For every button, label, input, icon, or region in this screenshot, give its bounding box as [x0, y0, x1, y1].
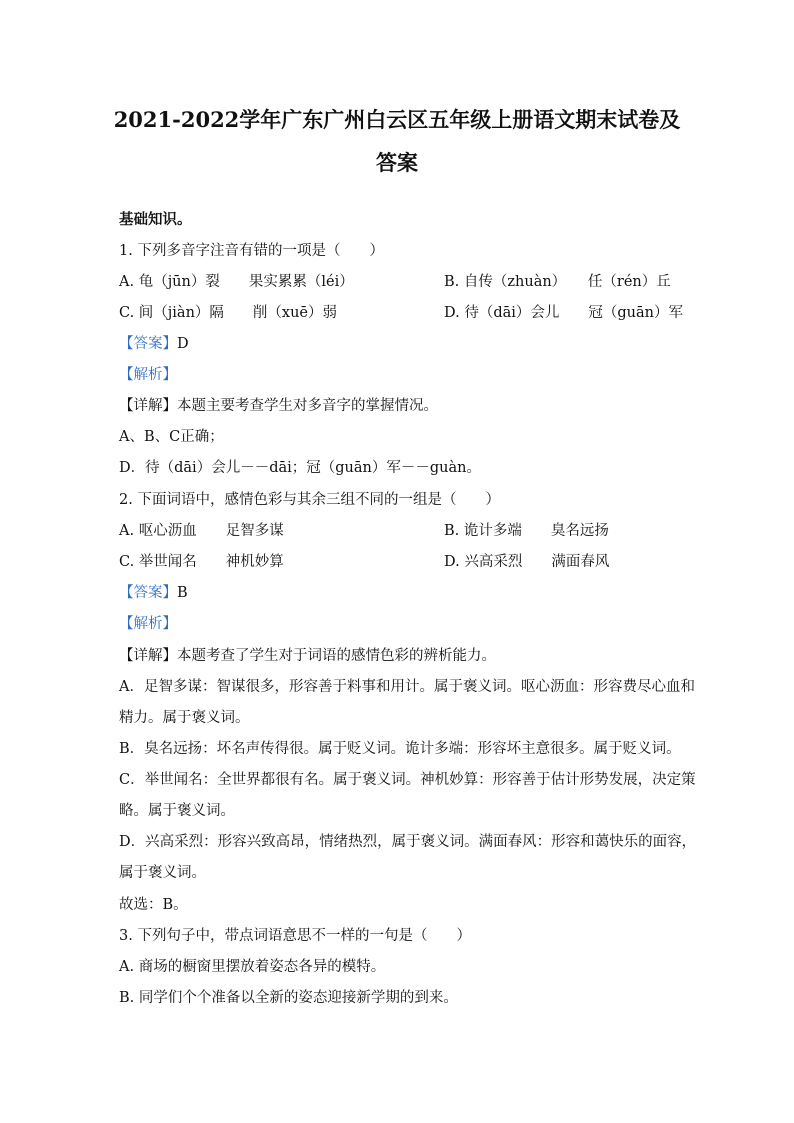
detail-tag: 【详解】 — [119, 398, 177, 414]
analysis-tag: 【解析】 — [119, 616, 177, 632]
q1-analysis — [119, 363, 177, 384]
q2-detail-line4: D．兴高采烈：形容兴致高昂，情绪热烈，属于褒义词。满面春风：形容和蔼快乐的面容， — [119, 834, 697, 850]
q3-stem: 3. 下列句子中，带点词语意思不一样的一句是（ ） — [119, 928, 471, 944]
q1-detail-line2: D．待（dāi）会儿－－dāi；冠（guān）军－－guàn。 — [119, 460, 481, 476]
q3-option-b: B. 同学们个个准备以全新的姿态迎接新学期的到来。 — [119, 990, 458, 1006]
q1-detail-line1: A、B、C正确； — [119, 429, 224, 445]
q2-answer — [119, 581, 188, 602]
detail-text: 本题考查了学生对于词语的感情色彩的辨析能力。 — [177, 648, 496, 664]
section-heading: 基础知识。 — [119, 211, 192, 228]
q2-option-b: B. 诡计多端 臭名远扬 — [444, 523, 609, 539]
answer-value: D — [177, 336, 189, 352]
q1-option-d: D. 待（dāi）会儿 冠（guān）军 — [444, 305, 683, 321]
analysis-tag: 【解析】 — [119, 367, 177, 383]
q2-option-d: D. 兴高采烈 满面春风 — [444, 554, 610, 570]
q2-detail-line3: C．举世闻名：全世界都很有名。属于褒义词。神机妙算：形容善于估计形势发展，决定策 — [119, 772, 696, 788]
q2-detail — [119, 644, 496, 665]
q1-stem: 1. 下列多音字注音有错的一项是（ ） — [119, 243, 384, 259]
detail-text: 本题主要考查学生对多音字的掌握情况。 — [177, 398, 438, 414]
q2-option-c: C. 举世闻名 神机妙算 — [119, 554, 284, 570]
answer-tag: 【答案】 — [119, 336, 177, 352]
q2-detail-line3b: 略。属于褒义词。 — [119, 803, 235, 819]
q2-analysis — [119, 612, 177, 633]
q1-option-c: C. 间（jiàn）隔 削（xuē）弱 — [119, 305, 338, 321]
q2-conclusion: 故选：B。 — [119, 897, 188, 913]
q2-detail-line1b: 精力。属于褒义词。 — [119, 710, 250, 726]
q1-answer — [119, 332, 189, 353]
q2-stem: 2. 下面词语中，感情色彩与其余三组不同的一组是（ ） — [119, 492, 500, 508]
q1-detail — [119, 394, 438, 415]
detail-tag: 【详解】 — [119, 648, 177, 664]
q1-option-a: A. 龟（jūn）裂 果实累累（léi） — [119, 274, 354, 290]
answer-tag: 【答案】 — [119, 585, 177, 601]
q2-detail-line2: B．臭名远扬：坏名声传得很。属于贬义词。诡计多端：形容坏主意很多。属于贬义词。 — [119, 741, 681, 757]
doc-title-line1: 2021-2022学年广东广州白云区五年级上册语文期末试卷及 — [113, 107, 681, 132]
doc-title-line2: 答案 — [376, 150, 418, 175]
q2-detail-line1: A．足智多谋：智谋很多，形容善于料事和用计。属于褒义词。呕心沥血：形容费尽心血和 — [119, 679, 695, 695]
q3-option-a: A. 商场的橱窗里摆放着姿态各异的模特。 — [119, 959, 386, 975]
answer-value: B — [177, 585, 188, 601]
q2-detail-line4b: 属于褒义词。 — [119, 865, 206, 881]
q2-option-a: A. 呕心沥血 足智多谋 — [119, 523, 284, 539]
q1-option-b: B. 自传（zhuàn） 任（rén）丘 — [444, 274, 671, 290]
